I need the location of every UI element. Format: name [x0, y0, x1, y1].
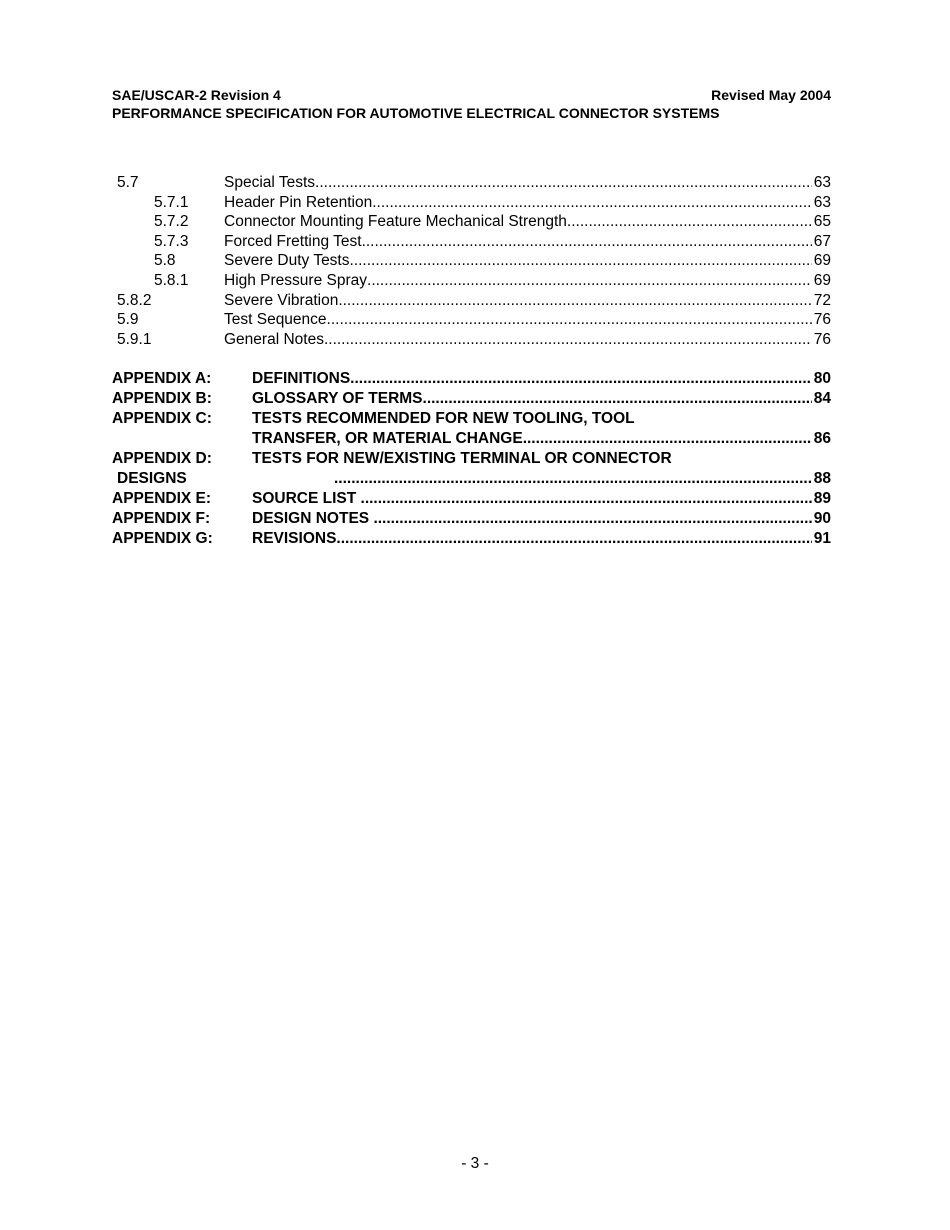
toc-entry-title: Connector Mounting Feature Mechanical Strength [224, 213, 567, 231]
toc-entry-title: General Notes [224, 330, 324, 348]
toc-entry-number: 5.7.3 [154, 232, 189, 250]
dot-leader [372, 193, 812, 213]
appendix-page: 86 [813, 430, 831, 447]
appendix-list [112, 369, 831, 549]
toc-entry-page: 63 [813, 193, 831, 211]
appendix-page: 88 [813, 470, 831, 487]
appendix-entry-e[interactable] [112, 489, 831, 509]
appendix-entry-a[interactable] [112, 369, 831, 389]
toc-entry-number: 5.9.1 [117, 330, 152, 348]
dot-leader [361, 489, 812, 509]
appendix-entry-d-continued[interactable] [112, 469, 831, 489]
toc-entry-title: High Pressure Spray [224, 271, 368, 289]
dot-leader [338, 291, 811, 311]
toc-entry-number: 5.8.2 [117, 291, 152, 309]
appendix-title: TRANSFER, OR MATERIAL CHANGE [252, 430, 523, 447]
appendix-page: 90 [813, 510, 831, 527]
toc-entry-number: 5.8 [154, 252, 176, 270]
toc-entry-page: 63 [813, 174, 831, 191]
dot-leader [523, 429, 812, 449]
toc-entry-page: 76 [813, 330, 831, 348]
appendix-entry-f[interactable] [112, 509, 831, 529]
appendix-page: 91 [813, 530, 831, 547]
dot-leader [252, 469, 812, 489]
toc-entry-title: Test Sequence [224, 311, 327, 329]
dot-leader [423, 389, 812, 409]
appendix-label: APPENDIX F: [112, 510, 211, 527]
dot-leader [324, 330, 812, 350]
toc-entry[interactable] [112, 330, 831, 350]
dot-leader [315, 173, 812, 193]
toc-entry[interactable] [112, 232, 831, 252]
appendix-entry-b[interactable] [112, 389, 831, 409]
dot-leader [567, 212, 812, 232]
appendix-page: 80 [813, 370, 831, 387]
dot-leader [367, 271, 812, 291]
toc-entry[interactable] [112, 251, 831, 271]
dot-leader [373, 509, 811, 529]
appendix-title: TESTS RECOMMENDED FOR NEW TOOLING, TOOL [252, 410, 635, 427]
toc-entry[interactable] [112, 193, 831, 213]
toc-entry[interactable] [112, 271, 831, 291]
appendix-title: SOURCE LIST [252, 490, 361, 507]
toc-entry-page: 65 [813, 213, 831, 231]
page-number: - 3 - [461, 1155, 489, 1172]
appendix-title: REVISIONS [252, 530, 337, 547]
toc-entry-page: 69 [813, 271, 831, 289]
appendix-title: DEFINITIONS [252, 370, 351, 387]
appendix-entry-c[interactable] [112, 409, 831, 429]
revision-date: Revised May 2004 [711, 87, 831, 103]
dot-leader [327, 310, 812, 330]
toc-entry[interactable] [112, 212, 831, 232]
toc-entry-title: Forced Fretting Test [224, 232, 362, 250]
appendix-entry-g[interactable] [112, 529, 831, 549]
appendix-title: DESIGN NOTES [252, 510, 374, 527]
appendix-page: 89 [813, 490, 831, 507]
appendix-label: APPENDIX E: [112, 490, 212, 507]
appendix-label: APPENDIX G: [112, 530, 213, 547]
table-of-contents [112, 173, 831, 349]
toc-entry-number: 5.7 [117, 174, 139, 191]
toc-entry-page: 67 [813, 232, 831, 250]
toc-entry-number: 5.7.2 [154, 213, 189, 231]
toc-entry-number: 5.9 [117, 311, 139, 329]
appendix-label-continued: DESIGNS [117, 470, 187, 487]
appendix-title: GLOSSARY OF TERMS [252, 390, 423, 407]
toc-entry-title: Severe Vibration [224, 291, 339, 309]
toc-entry-number: 5.8.1 [154, 271, 189, 289]
document-subtitle: PERFORMANCE SPECIFICATION FOR AUTOMOTIVE ELECTRICAL CONNECTOR SYSTEMS [112, 105, 720, 121]
toc-entry-page: 69 [813, 252, 831, 270]
dot-leader [350, 369, 812, 389]
appendix-label: APPENDIX C: [112, 410, 212, 427]
dot-leader [350, 251, 812, 271]
appendix-entry-c-continued[interactable] [112, 429, 831, 449]
page-header [112, 86, 831, 122]
appendix-title: TESTS FOR NEW/EXISTING TERMINAL OR CONNECTOR [252, 450, 672, 467]
dot-leader [362, 232, 812, 252]
toc-entry-number: 5.7.1 [154, 193, 189, 211]
document-id: SAE/USCAR-2 Revision 4 [112, 87, 281, 103]
toc-entry-page: 72 [813, 291, 831, 309]
toc-entry[interactable] [112, 173, 831, 193]
appendix-page: 84 [813, 390, 831, 407]
toc-entry[interactable] [112, 291, 831, 311]
appendix-label: APPENDIX D: [112, 450, 212, 467]
appendix-label: APPENDIX A: [112, 370, 212, 387]
toc-entry-title: Header Pin Retention [224, 193, 373, 211]
appendix-entry-d[interactable] [112, 449, 831, 469]
toc-entry-page: 76 [813, 311, 831, 329]
dot-leader [336, 529, 811, 549]
toc-entry-title: Severe Duty Tests [224, 252, 350, 270]
appendix-label: APPENDIX B: [112, 390, 212, 407]
toc-entry[interactable] [112, 310, 831, 330]
toc-entry-title: Special Tests [224, 174, 316, 191]
